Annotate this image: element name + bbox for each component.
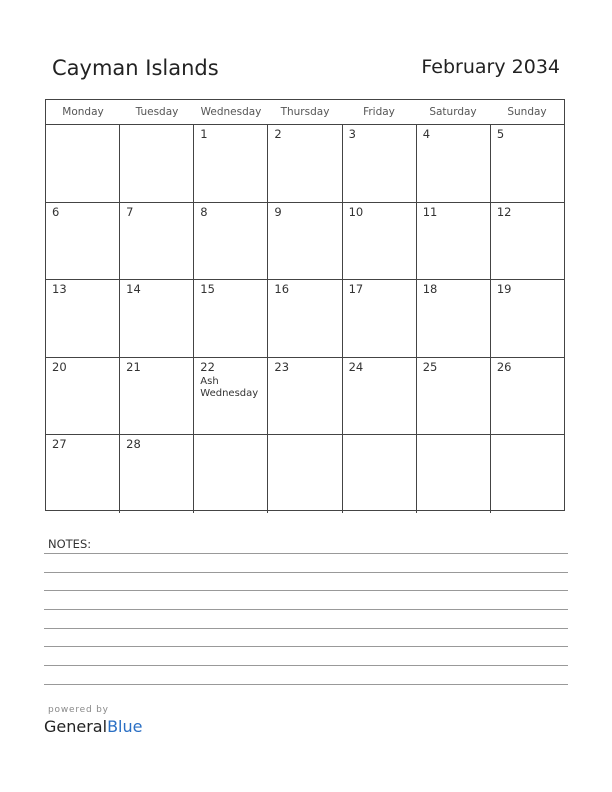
- day-cell[interactable]: [491, 280, 564, 357]
- holiday-event: Ash Wednesday: [200, 375, 259, 399]
- calendar-month: February 2034: [421, 56, 560, 78]
- day-number: 21: [126, 359, 141, 374]
- day-cell[interactable]: [268, 435, 342, 513]
- weekday-header: [46, 100, 564, 125]
- day-number: 4: [422, 127, 431, 141]
- day-cell[interactable]: [268, 358, 342, 435]
- day-number: 15: [200, 282, 215, 296]
- day-number: 5: [496, 127, 505, 141]
- day-cell[interactable]: [343, 125, 417, 202]
- weekday-name: Sunday: [507, 106, 547, 118]
- day-number: 11: [422, 204, 438, 219]
- day-cell[interactable]: [417, 435, 491, 513]
- notes-line: [44, 646, 568, 647]
- generalblue-logo: [44, 717, 142, 736]
- day-number: 14: [126, 282, 141, 296]
- day-cell[interactable]: [46, 358, 120, 435]
- day-cell[interactable]: [46, 280, 120, 357]
- day-cell[interactable]: [194, 125, 268, 202]
- notes-line: [44, 590, 568, 591]
- notes-line: [44, 665, 568, 666]
- day-cell[interactable]: [343, 435, 417, 513]
- day-number: 20: [52, 359, 67, 374]
- day-cell[interactable]: [343, 280, 417, 357]
- day-number: 18: [422, 282, 438, 296]
- day-number: 8: [200, 204, 208, 219]
- day-number: 13: [52, 282, 67, 296]
- notes-line: [44, 628, 568, 629]
- day-cell[interactable]: [120, 125, 194, 202]
- day-cell[interactable]: [417, 125, 491, 202]
- day-number: 10: [348, 204, 364, 219]
- powered-by-text: powered by: [48, 705, 109, 715]
- week-row: [46, 125, 564, 203]
- day-number: 26: [496, 359, 512, 374]
- day-number: 1: [200, 127, 208, 141]
- day-number: 27: [52, 437, 67, 451]
- day-cell[interactable]: [491, 435, 564, 513]
- day-number: 19: [496, 282, 512, 296]
- notes-line: [44, 553, 568, 554]
- weekday-name: Thursday: [280, 106, 330, 118]
- day-number: 6: [52, 204, 60, 219]
- day-cell[interactable]: [194, 435, 268, 513]
- day-cell[interactable]: [417, 203, 491, 280]
- week-row: [46, 280, 564, 358]
- weekday-name: Friday: [363, 106, 395, 118]
- day-number: 23: [274, 359, 290, 374]
- day-number: 25: [422, 359, 438, 374]
- day-cell[interactable]: [120, 203, 194, 280]
- day-cell[interactable]: [343, 203, 417, 280]
- day-number: 17: [348, 282, 364, 296]
- day-number: 24: [348, 359, 364, 374]
- day-cell[interactable]: [46, 435, 120, 513]
- day-cell[interactable]: [46, 125, 120, 202]
- day-cell[interactable]: [491, 358, 564, 435]
- day-number: 9: [274, 204, 282, 219]
- weeks-container: [46, 125, 564, 513]
- day-cell[interactable]: [491, 125, 564, 202]
- day-cell[interactable]: [194, 358, 268, 435]
- notes-label: NOTES:: [48, 537, 92, 551]
- day-cell[interactable]: [268, 125, 342, 202]
- day-number: 16: [274, 282, 290, 296]
- day-cell[interactable]: [46, 203, 120, 280]
- day-cell[interactable]: [343, 358, 417, 435]
- day-cell[interactable]: [194, 280, 268, 357]
- calendar-title: Cayman Islands: [52, 56, 219, 80]
- day-cell[interactable]: [194, 203, 268, 280]
- day-cell[interactable]: [417, 280, 491, 357]
- week-row: [46, 358, 564, 436]
- week-row: [46, 435, 564, 513]
- day-number: 2: [274, 127, 282, 141]
- day-cell[interactable]: [268, 203, 342, 280]
- day-cell[interactable]: [120, 358, 194, 435]
- day-number: 7: [126, 204, 134, 219]
- day-number: 22: [200, 359, 215, 374]
- weekday-name: Saturday: [429, 106, 477, 118]
- weekday-name: Wednesday: [200, 106, 262, 118]
- weekday-name: Tuesday: [135, 106, 179, 118]
- week-row: [46, 203, 564, 281]
- day-cell[interactable]: [120, 280, 194, 357]
- day-cell[interactable]: [491, 203, 564, 280]
- brand-general: General: [44, 717, 108, 736]
- brand-blue: Blue: [107, 717, 143, 736]
- day-number: 3: [348, 127, 356, 141]
- notes-line: [44, 609, 568, 610]
- notes-line: [44, 572, 568, 573]
- day-cell[interactable]: [268, 280, 342, 357]
- day-cell[interactable]: [120, 435, 194, 513]
- day-number: 12: [496, 204, 512, 219]
- day-cell[interactable]: [417, 358, 491, 435]
- calendar-grid: [45, 99, 565, 511]
- weekday-name: Monday: [62, 106, 104, 118]
- notes-line: [44, 684, 568, 685]
- day-number: 28: [126, 437, 141, 451]
